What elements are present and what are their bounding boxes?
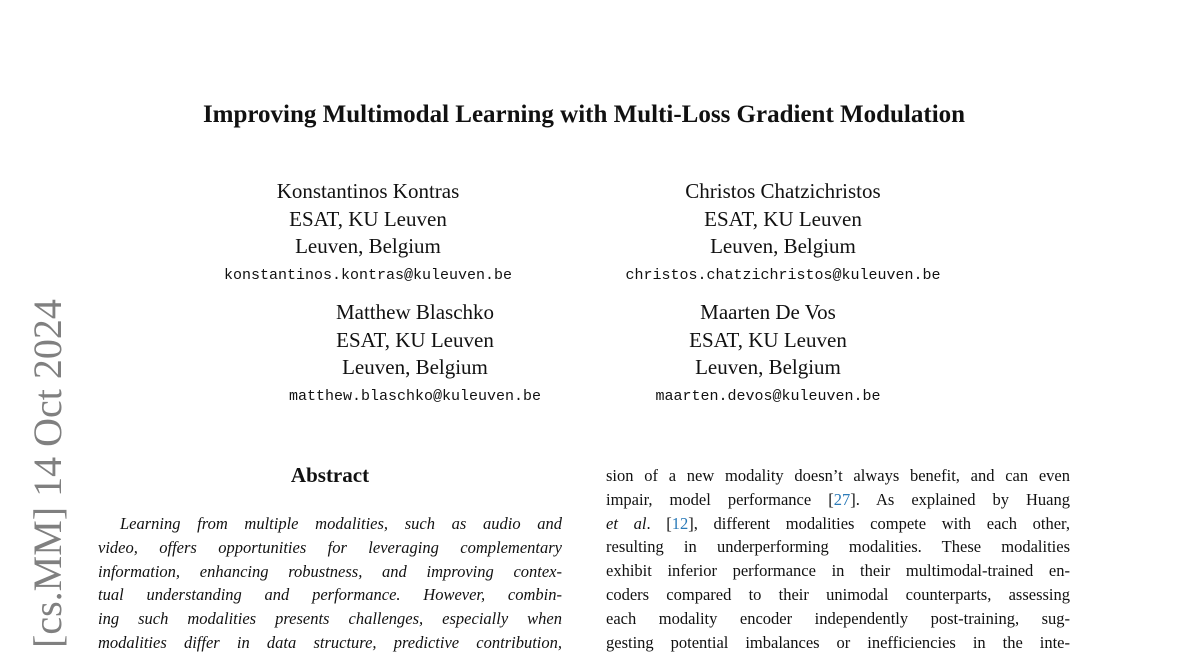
author-location: Leuven, Belgium — [342, 355, 488, 379]
intro-line: coders compared to their unimodal counterparts, assessing — [606, 584, 1070, 604]
intro-text: impair, model performance [ — [606, 489, 834, 509]
intro-line — [606, 488, 1070, 512]
intro-line: resulting in underperforming modalities. These modalities — [606, 537, 1070, 557]
abstract-line: video, offers opportunities for leveraging complementary — [98, 537, 562, 557]
author-name: Christos Chatzichristos — [685, 179, 881, 203]
abstract-text — [98, 512, 562, 655]
intro-line: each modality encoder independently post-training, sug- — [606, 608, 1070, 628]
intro-text: et al — [606, 513, 647, 533]
intro-text: . [ — [646, 513, 672, 533]
author-name: Maarten De Vos — [700, 300, 836, 324]
author-block — [583, 178, 983, 286]
author-affiliation: ESAT, KU Leuven — [704, 206, 862, 231]
author-location: Leuven, Belgium — [695, 355, 841, 379]
paper-title: Improving Multimodal Learning with Multi-Loss Gradient Modulation — [202, 101, 966, 128]
author-affiliation: ESAT, KU Leuven — [336, 327, 494, 352]
author-email: maarten.devos@kuleuven.be — [655, 387, 881, 405]
author-affiliation: ESAT, KU Leuven — [289, 206, 447, 231]
author-block — [618, 299, 918, 407]
author-location: Leuven, Belgium — [295, 234, 441, 258]
intro-line: sion of a new modality doesn’t always benefit, and can even — [606, 466, 1070, 485]
author-block — [158, 178, 578, 286]
author-name: Konstantinos Kontras — [276, 179, 460, 203]
citation-link[interactable]: 12 — [671, 513, 689, 533]
intro-text: ]. As explained by Huang — [850, 489, 1070, 509]
abstract-heading: Abstract — [290, 463, 370, 487]
introduction-text — [606, 464, 1070, 654]
intro-line: exhibit inferior performance in their multimodal-trained en- — [606, 561, 1070, 581]
abstract-line: ing such modalities presents challenges, especially when — [98, 609, 562, 629]
intro-text: ], different modalities compete with each other, — [688, 513, 1071, 533]
abstract-line: Learning from multiple modalities, such as audio and — [120, 514, 562, 533]
author-location: Leuven, Belgium — [710, 234, 856, 258]
author-name: Matthew Blaschko — [335, 300, 495, 324]
author-email: matthew.blaschko@kuleuven.be — [288, 387, 542, 405]
citation-link[interactable]: 27 — [833, 489, 851, 509]
abstract-line: tual understanding and performance. However, combin- — [98, 585, 562, 605]
intro-line — [606, 512, 1070, 536]
arxiv-side-stamp: [cs.MM] 14 Oct 2024 — [25, 299, 70, 648]
author-email: christos.chatzichristos@kuleuven.be — [625, 266, 941, 284]
author-affiliation: ESAT, KU Leuven — [689, 327, 847, 352]
author-email: konstantinos.kontras@kuleuven.be — [223, 266, 513, 284]
author-block — [255, 299, 575, 407]
abstract-line: modalities differ in data structure, predictive contribution, — [98, 632, 562, 652]
intro-line: gesting potential imbalances or inefficiencies in the inte- — [606, 632, 1070, 652]
abstract-line: information, enhancing robustness, and improving contex- — [98, 561, 562, 581]
